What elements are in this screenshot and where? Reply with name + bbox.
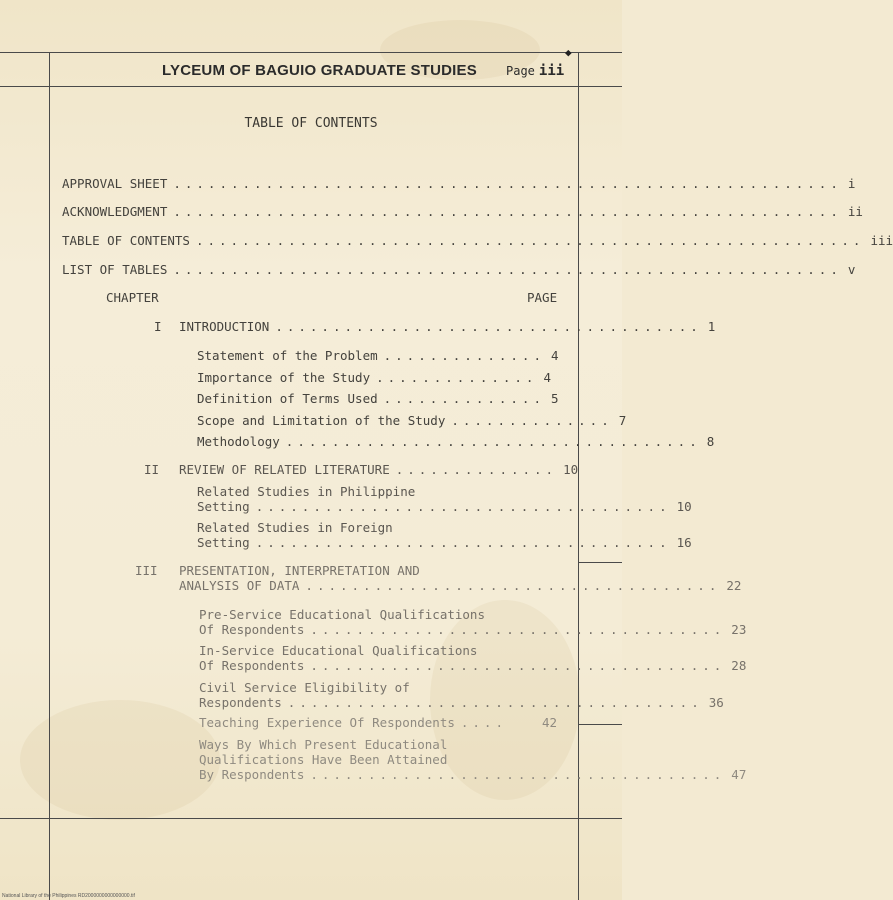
- section-entry: Setting .................................... 16: [197, 535, 692, 550]
- toc-title: TABLE OF CONTENTS: [244, 116, 378, 131]
- binder-mark: ◆: [565, 46, 572, 59]
- section-entry: Of Respondents .................................... 23: [199, 622, 747, 637]
- chapter-numeral: II: [144, 462, 160, 477]
- institution-title: LYCEUM OF BAGUIO GRADUATE STUDIES: [162, 62, 477, 79]
- section-entry-line: In-Service Educational Qualifications: [199, 643, 478, 658]
- section-entry: Importance of the Study .............. 4: [197, 370, 551, 385]
- chapter-numeral: III: [135, 563, 158, 578]
- section-entry-line: Pre-Service Educational Qualifications: [199, 607, 485, 622]
- section-entry: Of Respondents .................................... 28: [199, 658, 747, 673]
- toc-entry: LIST OF TABLES .......................................................... v: [62, 262, 856, 277]
- toc-entry: TABLE OF CONTENTS .......................................................... iii: [62, 233, 893, 248]
- page-label: Page: [506, 64, 535, 78]
- header-top-rule: [0, 52, 622, 53]
- section-entry: Methodology .................................... 8: [197, 434, 715, 449]
- chapter-entry-line: PRESENTATION, INTERPRETATION AND: [179, 563, 420, 578]
- section-entry-line: Related Studies in Philippine: [197, 484, 416, 499]
- footer-rule: [0, 818, 622, 819]
- chapter-numeral: I: [154, 319, 162, 334]
- section-entry-line: Qualifications Have Been Attained: [199, 752, 448, 767]
- section-entry: Setting .................................... 10: [197, 499, 692, 514]
- section-entry: Respondents .................................... 36: [199, 695, 724, 710]
- chapter-entry: INTRODUCTION ..................................... 1: [179, 319, 716, 334]
- section-entry: By Respondents .................................... 47: [199, 767, 747, 782]
- page-column-header: PAGE: [527, 290, 558, 305]
- chapter-column-header: CHAPTER: [106, 290, 159, 305]
- section-entry: Teaching Experience Of Respondents .... 42: [199, 715, 557, 730]
- chapter-entry: ANALYSIS OF DATA .................................... 22: [179, 578, 742, 593]
- section-entry: Scope and Limitation of the Study .............. 7: [197, 413, 627, 428]
- scan-credit: National Library of the Philippines RD2000000000000000.tif: [2, 893, 135, 899]
- section-entry: Statement of the Problem .............. 4: [197, 348, 559, 363]
- header-bottom-rule: [0, 86, 622, 87]
- page-indicator: [506, 63, 564, 79]
- section-entry-line: Civil Service Eligibility of: [199, 680, 410, 695]
- right-margin-tick: [578, 724, 622, 725]
- right-margin-tick: [578, 562, 622, 563]
- section-entry: Definition of Terms Used .............. 5: [197, 391, 559, 406]
- page-number: iii: [538, 63, 565, 79]
- section-entry-line: Related Studies in Foreign: [197, 520, 393, 535]
- toc-entry: APPROVAL SHEET .......................................................... i: [62, 176, 856, 191]
- section-entry-line: Ways By Which Present Educational: [199, 737, 448, 752]
- chapter-entry: REVIEW OF RELATED LITERATURE .............. 10: [179, 462, 579, 477]
- left-margin-rule: [49, 52, 50, 900]
- toc-entry: ACKNOWLEDGMENT .......................................................... ii: [62, 204, 863, 219]
